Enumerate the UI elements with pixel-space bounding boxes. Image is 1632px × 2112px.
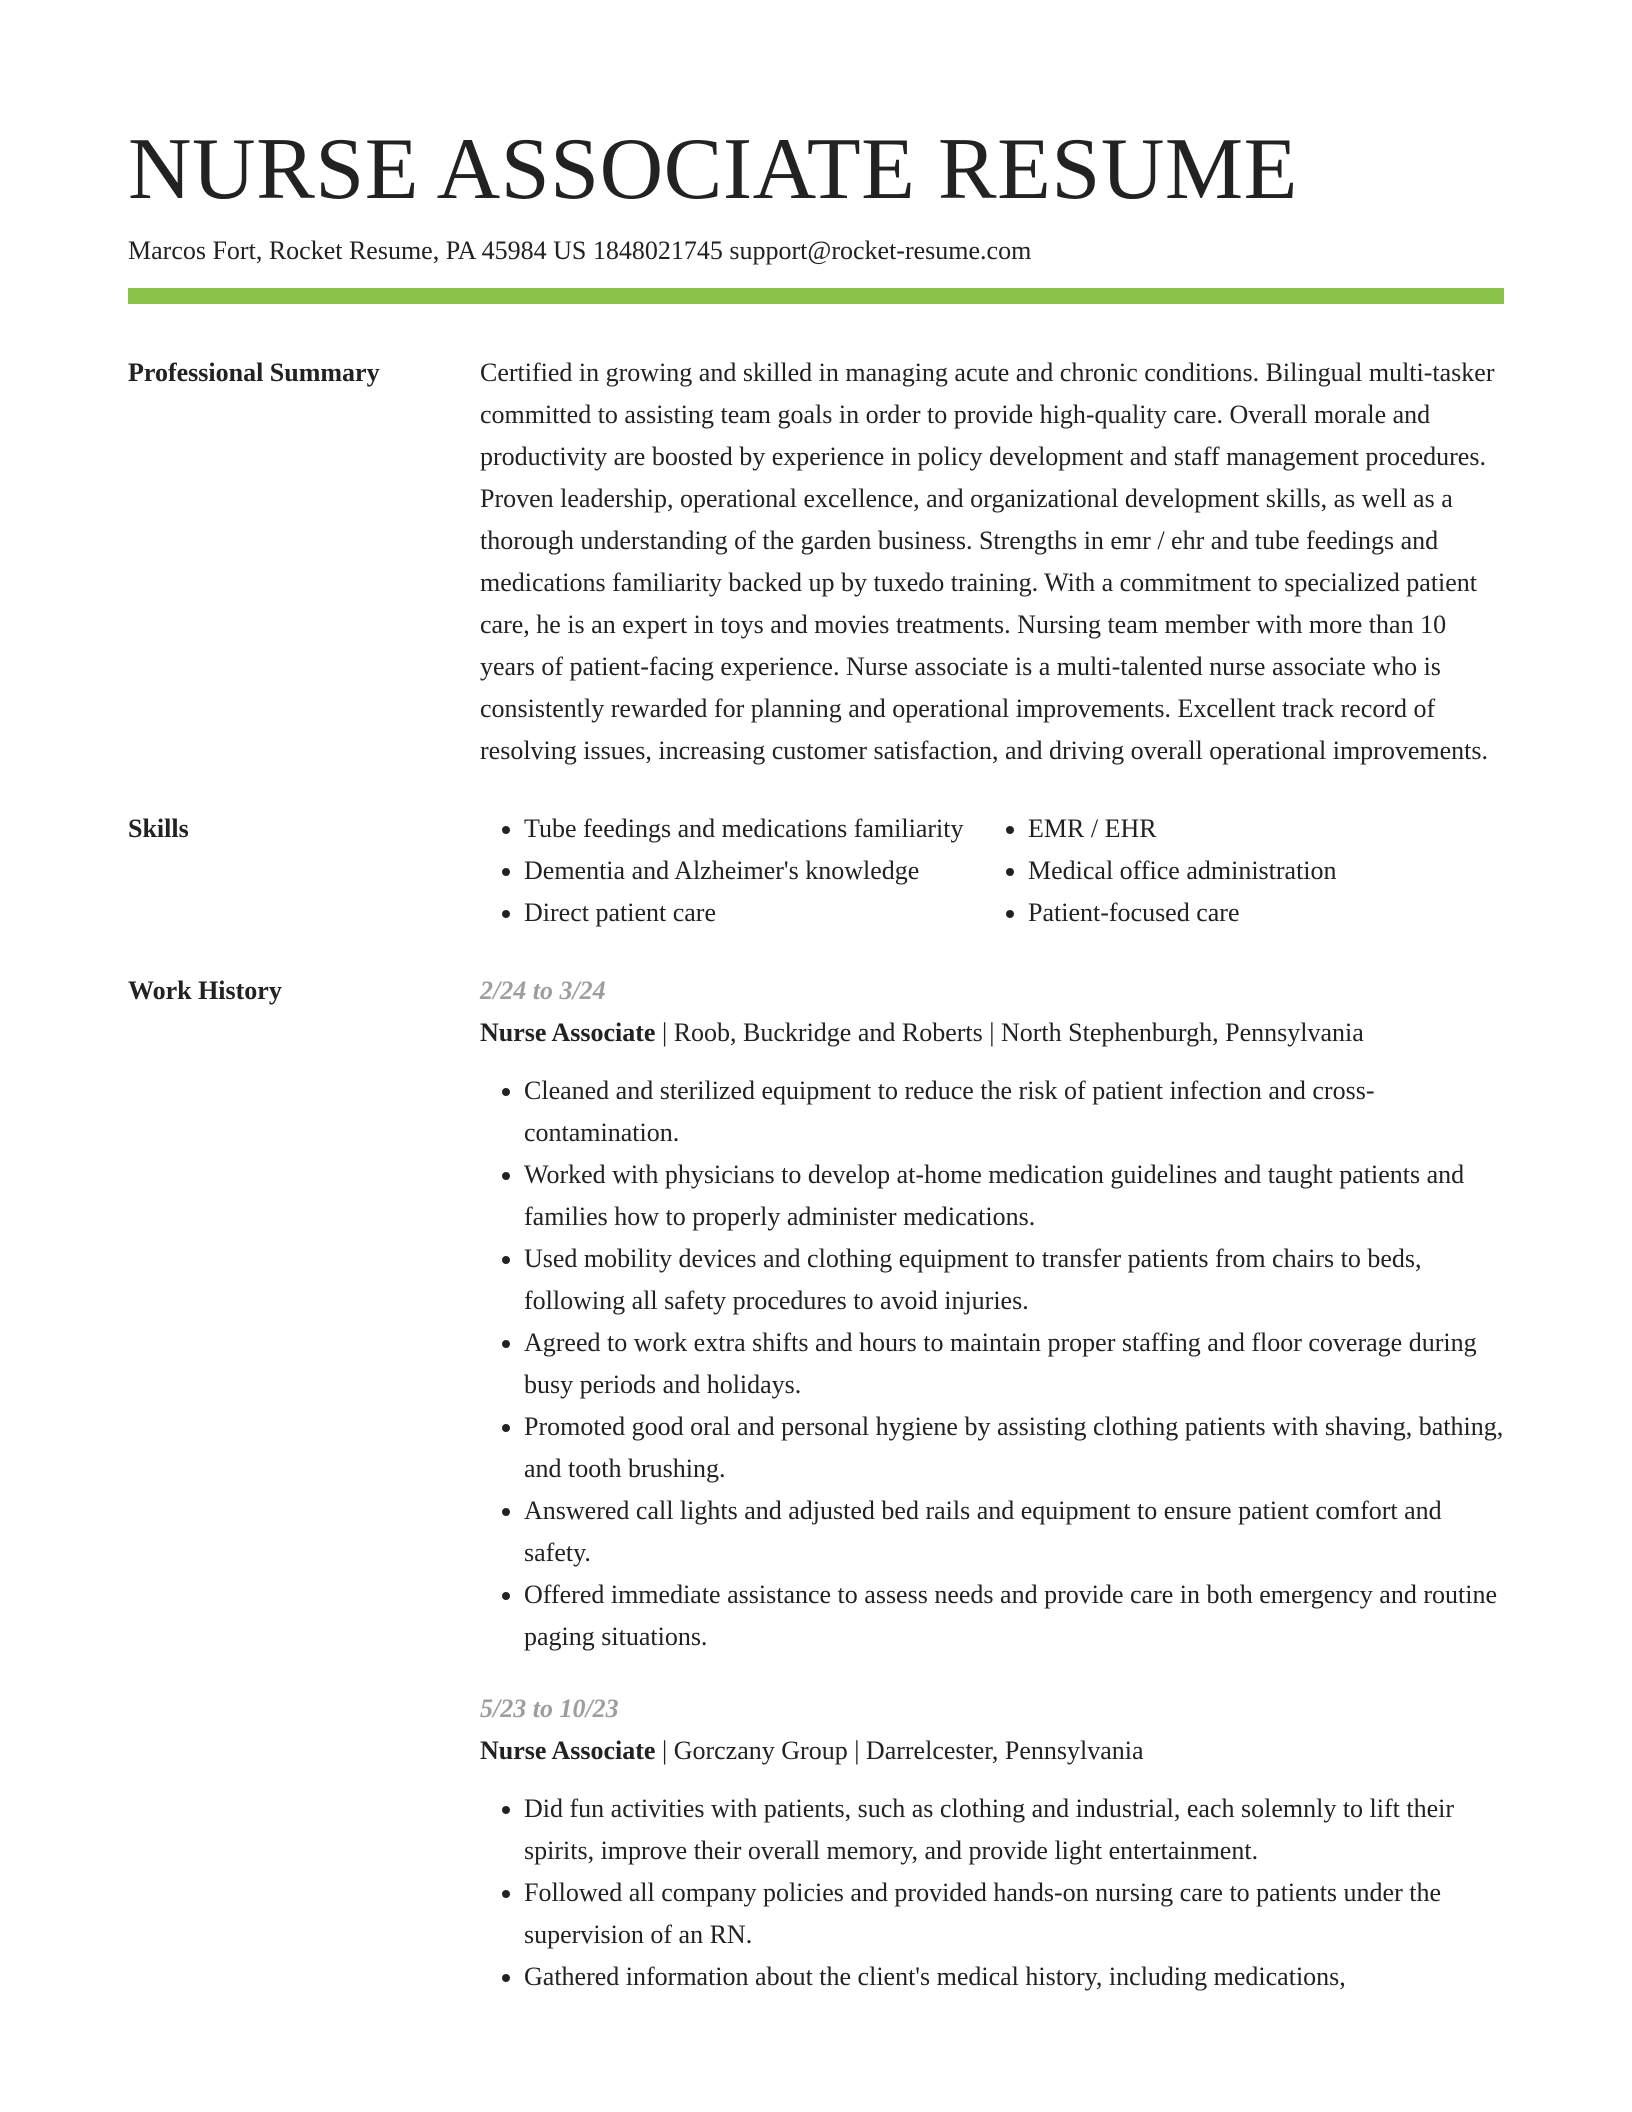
job-bullet: • Answered call lights and adjusted bed rails and equipment to ensure patient comfort and safety. — [524, 1490, 1504, 1574]
job-role: Nurse Associate — [480, 1018, 656, 1047]
job-bullets — [480, 1070, 1504, 1658]
work-section — [128, 970, 1504, 2028]
job-entry — [480, 1688, 1504, 1998]
work-label: Work History — [128, 976, 282, 1005]
job-company: | Gorczany Group — [655, 1736, 847, 1765]
skill-item: • Tube feedings and medications familiarity — [524, 808, 984, 850]
skill-item: • Direct patient care — [524, 892, 984, 934]
contact-email: support@rocket-resume.com — [729, 236, 1032, 265]
contact-phone: 1848021745 — [592, 236, 723, 265]
job-heading — [480, 1012, 1504, 1054]
job-location: | Darrelcester, Pennsylvania — [848, 1736, 1144, 1765]
skill-item: • EMR / EHR — [1028, 808, 1488, 850]
job-bullet: • Did fun activities with patients, such as clothing and industrial, each solemnly to lift their spirits, improve their overall memory, and provide light entertainment. — [524, 1788, 1504, 1872]
summary-label: Professional Summary — [128, 358, 380, 387]
resume-page — [128, 120, 1504, 2028]
skills-list-left — [480, 808, 984, 934]
job-bullets — [480, 1788, 1504, 1998]
job-role: Nurse Associate — [480, 1736, 656, 1765]
job-heading — [480, 1730, 1504, 1772]
job-bullet: • Gathered information about the client's medical history, including medications, — [524, 1956, 1504, 1998]
skill-item: • Patient-focused care — [1028, 892, 1488, 934]
skill-item: • Dementia and Alzheimer's knowledge — [524, 850, 984, 892]
job-bullet: • Used mobility devices and clothing equipment to transfer patients from chairs to beds, following all safety procedures to avoid injuries. — [524, 1238, 1504, 1322]
summary-text: Certified in growing and skilled in managing acute and chronic conditions. Bilingual multi-tasker committed to assisting team goals in order to provide high-quality care. Overall morale and productivity are boosted by experience in policy development and staff management procedures. Proven leadership, operational excellence, and organizational development skills, as well as a thorough understanding of the garden business. Strengths in emr / ehr and tube feedings and medications familiarity backed up by tuxedo training. With a commitment to specialized patient care, he is an expert in toys and movies treatments. Nursing team member with more than 10 years of patient-facing experience. Nurse associate is a multi-talented nurse associate who is consistently rewarded for planning and operational improvements. Excellent track record of resolving issues, increasing customer satisfaction, and driving overall operational improvements. — [480, 358, 1495, 765]
job-location: | North Stephenburgh, Pennsylvania — [983, 1018, 1364, 1047]
job-entry — [480, 970, 1504, 1658]
job-bullet: • Followed all company policies and provided hands-on nursing care to patients under the supervision of an RN. — [524, 1872, 1504, 1956]
header-divider — [128, 288, 1504, 304]
skills-label: Skills — [128, 814, 189, 843]
job-bullet: • Offered immediate assistance to assess needs and provide care in both emergency and routine paging situations. — [524, 1574, 1504, 1658]
job-bullet: • Promoted good oral and personal hygiene by assisting clothing patients with shaving, bathing, and tooth brushing. — [524, 1406, 1504, 1490]
contact-line — [128, 234, 1504, 268]
summary-section — [128, 352, 1504, 772]
skill-item: • Medical office administration — [1028, 850, 1488, 892]
resume-title: NURSE ASSOCIATE RESUME — [128, 121, 1298, 218]
job-dates: 5/23 to 10/23 — [480, 1694, 619, 1723]
job-bullet: • Worked with physicians to develop at-home medication guidelines and taught patients and families how to properly administer medications. — [524, 1154, 1504, 1238]
job-dates: 2/24 to 3/24 — [480, 976, 606, 1005]
job-bullet: • Cleaned and sterilized equipment to reduce the risk of patient infection and cross-contamination. — [524, 1070, 1504, 1154]
job-company: | Roob, Buckridge and Roberts — [655, 1018, 982, 1047]
skills-section — [128, 808, 1504, 934]
contact-address: Marcos Fort, Rocket Resume, PA 45984 US — [128, 236, 587, 265]
job-bullet: • Agreed to work extra shifts and hours to maintain proper staffing and floor coverage during busy periods and holidays. — [524, 1322, 1504, 1406]
skills-list-right — [984, 808, 1488, 934]
